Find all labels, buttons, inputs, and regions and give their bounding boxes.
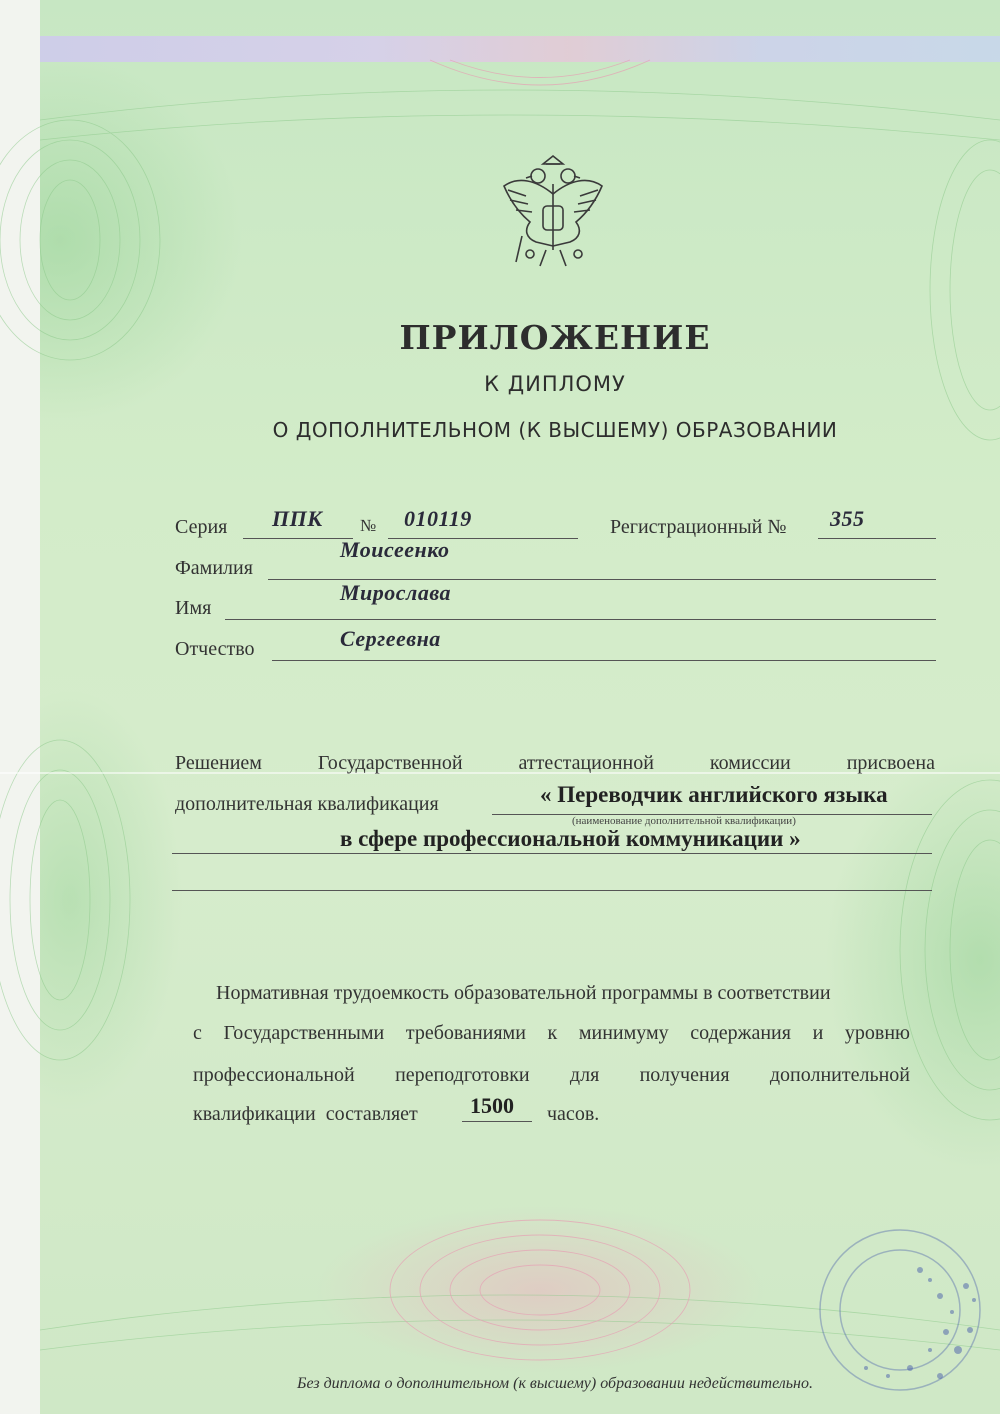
- series-value: ППК: [272, 506, 323, 531]
- footer-note: Без диплома о дополнительном (к высшему) образовании недействительно.: [297, 1375, 813, 1392]
- qualification-value-2: в сфере профессиональной коммуникации »: [340, 826, 801, 851]
- surname-label: Фамилия: [175, 557, 253, 579]
- page-title: ПРИЛОЖЕНИЕ: [399, 318, 711, 357]
- number-value: 010119: [404, 506, 472, 531]
- patronymic-line: [272, 660, 936, 661]
- qualification-value-1: « Переводчик английского языка: [540, 782, 888, 807]
- patronymic-value: Сергеевна: [340, 626, 441, 651]
- name-value: Мирослава: [340, 580, 452, 605]
- hours-value: 1500: [470, 1093, 514, 1118]
- name-label: Имя: [175, 597, 212, 619]
- registration-label: Регистрационный №: [610, 516, 787, 538]
- workload-line-3: профессиональной переподготовки для получения дополнительной: [193, 1064, 910, 1086]
- qualification-label: дополнительная квалификация: [175, 793, 439, 815]
- surname-value: Моисеенко: [340, 537, 450, 562]
- number-label: №: [360, 516, 377, 535]
- double-headed-eagle-icon: [496, 150, 610, 274]
- qualification-caption: (наименование дополнительной квалификации): [572, 815, 796, 827]
- name-line: [225, 619, 936, 620]
- workload-line-4-prefix: квалификации составляет: [193, 1103, 418, 1125]
- page-subtitle-1: К ДИПЛОМУ: [484, 372, 626, 396]
- qualification-line-2: [172, 853, 932, 854]
- patronymic-label: Отчество: [175, 638, 255, 660]
- workload-line-2: с Государственными требованиями к минимуму содержания и уровню: [193, 1022, 910, 1044]
- decision-text: Решением Государственной аттестационной комиссии присвоена: [175, 752, 935, 774]
- qualification-line-3: [172, 890, 932, 891]
- workload-line-1: Нормативная трудоемкость образовательной программы в соответствии: [216, 982, 831, 1004]
- stamp-icon: [770, 1200, 990, 1400]
- registration-line: [818, 538, 936, 539]
- page-subtitle-2: О ДОПОЛНИТЕЛЬНОМ (К ВЫСШЕМУ) ОБРАЗОВАНИИ: [272, 418, 838, 442]
- series-line: [243, 538, 353, 539]
- hours-line: [462, 1121, 532, 1122]
- workload-line-4-suffix: часов.: [547, 1103, 600, 1125]
- registration-value: 355: [830, 506, 865, 531]
- series-label: Серия: [175, 516, 228, 538]
